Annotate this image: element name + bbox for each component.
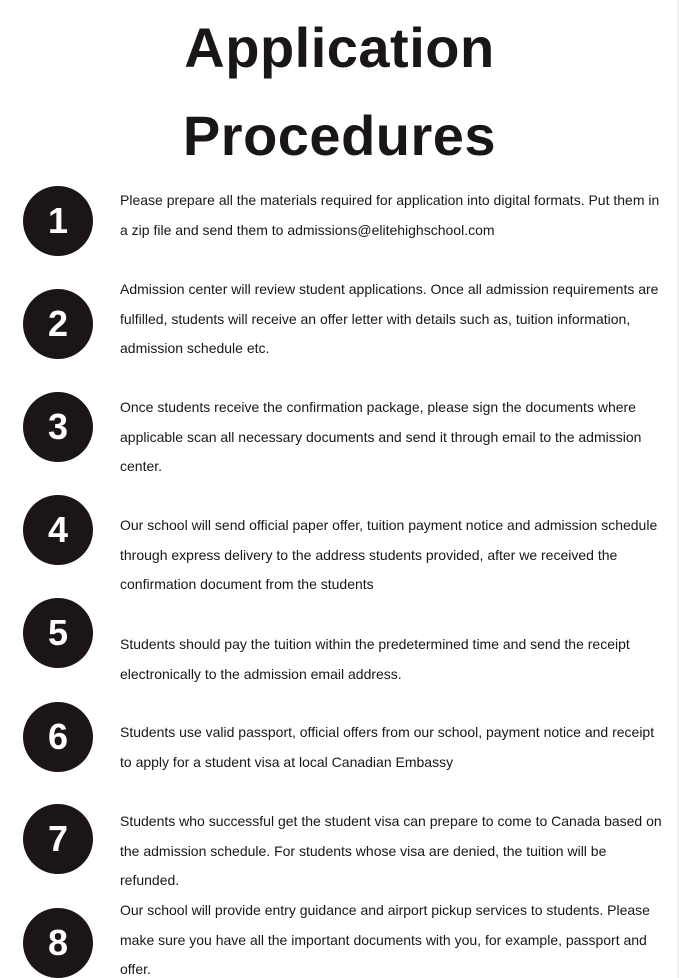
step-7-text: Students who successful get the student visa can prepare to come to Canada based on the admission schedule. For students whose visa are denied, the tuition will be refunded. <box>120 813 662 888</box>
step-8-text: Our school will provide entry guidance and airport pickup services to students. Please make sure you have all the important documents with you, for example, passport and offer. <box>120 902 650 977</box>
page-title-line-2: Procedures <box>182 104 497 167</box>
step-number-badge: 5 <box>23 598 93 668</box>
step-5-text: Students should pay the tuition within the predetermined time and send the receipt electronically to the admission email address. <box>120 636 630 682</box>
step-number-badge: 7 <box>23 804 93 874</box>
step-6-text: Students use valid passport, official offers from our school, payment notice and receipt to apply for a student visa at local Canadian Embassy <box>120 724 655 770</box>
step-number-badge: 6 <box>23 702 93 772</box>
step-2-text: Admission center will review student applications. Once all admission requirements are fulfilled, students will receive an offer letter with details such as, tuition information, admission schedule etc. <box>120 281 659 356</box>
step-number-badge: 1 <box>23 186 93 256</box>
step-number-badge: 3 <box>23 392 93 462</box>
step-number-badge: 4 <box>23 495 93 565</box>
step-number-badge: 8 <box>23 908 93 978</box>
step-number-badge: 2 <box>23 289 93 359</box>
step-3-text: Once students receive the confirmation package, please sign the documents where applicable scan all necessary documents and send it through email to the admission center. <box>120 399 642 474</box>
step-1-text: Please prepare all the materials required for application into digital formats. Put them in a zip file and send them to admissions@elitehighschool.com <box>120 192 660 238</box>
page-title-line-1: Application <box>184 16 495 79</box>
step-4-text: Our school will send official paper offer, tuition payment notice and admission schedule through express delivery to the address students provided, after we received the confirmation document from the students <box>120 517 658 592</box>
